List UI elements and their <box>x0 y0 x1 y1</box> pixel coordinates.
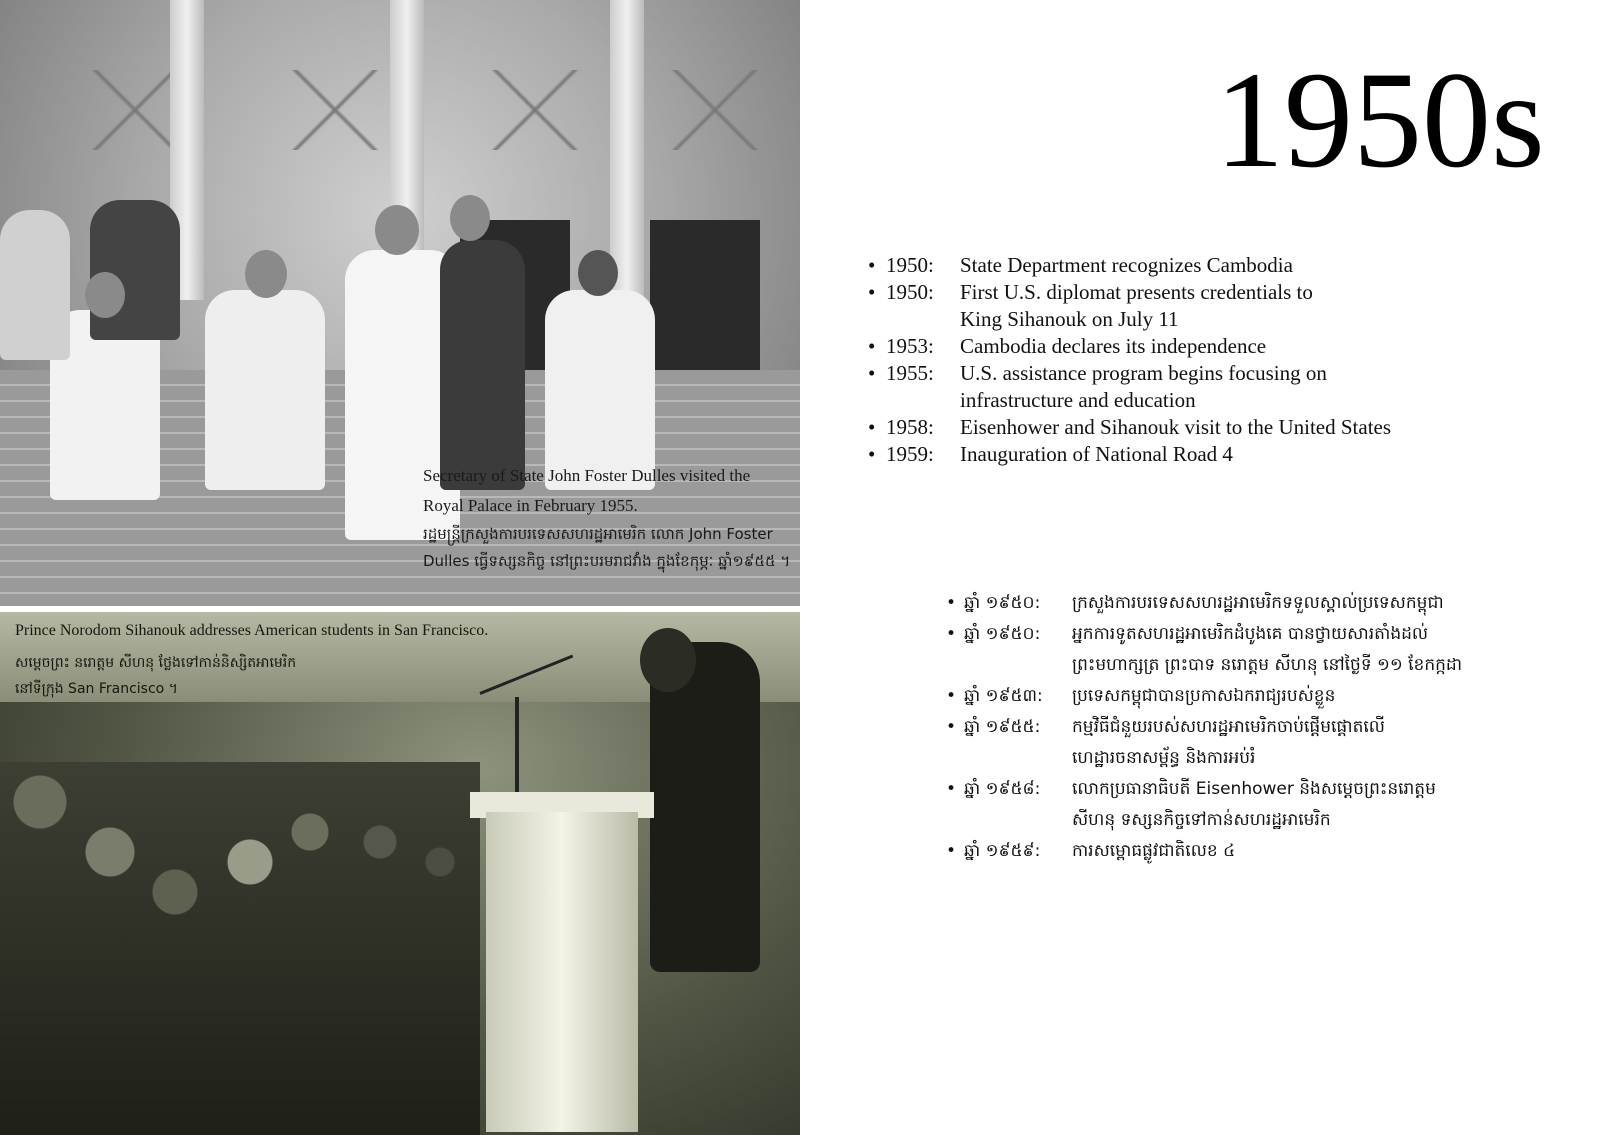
timeline-en-item <box>868 360 1568 414</box>
microphone-stand <box>515 697 519 797</box>
timeline-text-continued: ព្រះមហាក្សត្រ ព្រះបាទ នរោត្តម សីហនុ នៅថ្ងៃទី ១១ ខែកក្កដា <box>1072 655 1463 675</box>
timeline-year: 1959: <box>886 442 934 466</box>
page-title: 1950s <box>1215 43 1545 196</box>
timeline-year: 1950: <box>886 253 934 277</box>
timeline-km-item <box>946 712 1586 774</box>
timeline-text: State Department recognizes Cambodia <box>960 253 1293 277</box>
person-figure <box>545 290 655 490</box>
timeline-en <box>868 252 1568 468</box>
person-head <box>578 250 618 296</box>
timeline-text: Inauguration of National Road 4 <box>960 442 1233 466</box>
person-head <box>375 205 419 255</box>
speaker-head <box>640 628 696 692</box>
person-figure <box>440 240 525 490</box>
timeline-en-item <box>868 252 1568 279</box>
timeline-year: ឆ្នាំ ១៩៥០: <box>964 624 1041 644</box>
timeline-km-item <box>946 774 1586 836</box>
timeline-km-item <box>946 588 1586 619</box>
timeline-year: ឆ្នាំ ១៩៥៣: <box>964 686 1043 706</box>
timeline-en-item <box>868 333 1568 360</box>
timeline-year: 1953: <box>886 334 934 358</box>
timeline-km <box>946 588 1586 867</box>
timeline-text-continued: ហេដ្ឋារចនាសម្ព័ន្ធ និងការអប់រំ <box>1072 748 1256 768</box>
timeline-year: ឆ្នាំ ១៩៥៨: <box>964 779 1041 799</box>
timeline-text: កម្មវិធីជំនួយរបស់សហរដ្ឋអាមេរិកចាប់ផ្តើមផ្តោតលើ <box>1072 717 1385 737</box>
timeline-text: First U.S. diplomat presents credentials to <box>960 280 1313 304</box>
timeline-km-item <box>946 681 1586 712</box>
timeline-year: 1955: <box>886 361 934 385</box>
sihanouk-caption-km <box>15 650 415 702</box>
timeline-text: Cambodia declares its independence <box>960 334 1267 358</box>
timeline-en-item <box>868 441 1568 468</box>
timeline-text-continued: infrastructure and education <box>960 388 1196 412</box>
sihanouk-caption-en: Prince Norodom Sihanouk addresses American students in San Francisco. <box>15 622 489 639</box>
timeline-year: ឆ្នាំ ១៩៥០: <box>964 593 1041 613</box>
timeline-year: 1958: <box>886 415 934 439</box>
palace-door <box>650 220 760 370</box>
podium <box>486 812 638 1132</box>
timeline-text: Eisenhower and Sihanouk visit to the United States <box>960 415 1392 439</box>
timeline-text-continued: សីហនុ ទស្សនកិច្ចទៅកាន់សហរដ្ឋអាមេរិក <box>1072 810 1331 830</box>
person-figure <box>0 210 70 360</box>
timeline-text: លោកប្រធានាធិបតី Eisenhower និងសម្តេចព្រះនរោត្តម <box>1072 779 1436 799</box>
timeline-text: អ្នកការទូតសហរដ្ឋអាមេរិកដំបូងគេ បានថ្វាយសារតាំងដល់ <box>1072 624 1429 644</box>
timeline-text: ប្រទេសកម្ពុជាបានប្រកាសឯករាជ្យរបស់ខ្លួន <box>1072 686 1336 706</box>
person-head <box>85 272 125 318</box>
timeline-text: U.S. assistance program begins focusing on <box>960 361 1327 385</box>
sihanouk-caption-km-line: នៅទីក្រុង San Francisco ។ <box>15 681 178 697</box>
timeline-text: ក្រសួងការបរទេសសហរដ្ឋអាមេរិកទទួលស្គាល់ប្រទេសកម្ពុជា <box>1072 593 1444 613</box>
timeline-km-item <box>946 619 1586 681</box>
palace-arch-ornament <box>260 70 410 150</box>
sihanouk-san-francisco-photo <box>0 612 800 1135</box>
timeline-year: 1950: <box>886 280 934 304</box>
dulles-caption-km: រដ្ឋមន្ត្រីក្រសួងការបរទេសសហរដ្ឋអាមេរិក លោក John Foster Dulles ធ្វើទស្សនកិច្ច នៅព្រះបរមរាជវាំង ក្នុងខែកុម្ភៈ ឆ្នាំ១៩៥៥ ។ <box>423 525 791 570</box>
timeline-year: ឆ្នាំ ១៩៥៩: <box>964 841 1041 861</box>
person-figure <box>205 290 325 490</box>
timeline-year: ឆ្នាំ ១៩៥៥: <box>964 717 1041 737</box>
person-figure <box>90 200 180 340</box>
timeline-text: ការសម្ពោធផ្លូវជាតិលេខ ៤ <box>1072 841 1236 861</box>
dulles-royal-palace-photo <box>0 0 800 606</box>
timeline-km-item <box>946 836 1586 867</box>
timeline-en-item <box>868 279 1568 333</box>
palace-column <box>610 0 644 300</box>
person-head <box>450 195 490 241</box>
person-head <box>245 250 287 298</box>
timeline-text-continued: King Sihanouk on July 11 <box>960 307 1179 331</box>
palace-arch-ornament <box>640 70 790 150</box>
palace-arch-ornament <box>460 70 610 150</box>
sihanouk-caption-km-line: សម្តេចព្រះ នរោត្តម សីហនុ ថ្លែងទៅកាន់និស្សិតអាមេរិក <box>15 655 297 671</box>
dulles-caption-en: Secretary of State John Foster Dulles visited the Royal Palace in February 1955. <box>423 466 751 515</box>
timeline-en-item <box>868 414 1568 441</box>
audience-crowd <box>0 762 480 1135</box>
